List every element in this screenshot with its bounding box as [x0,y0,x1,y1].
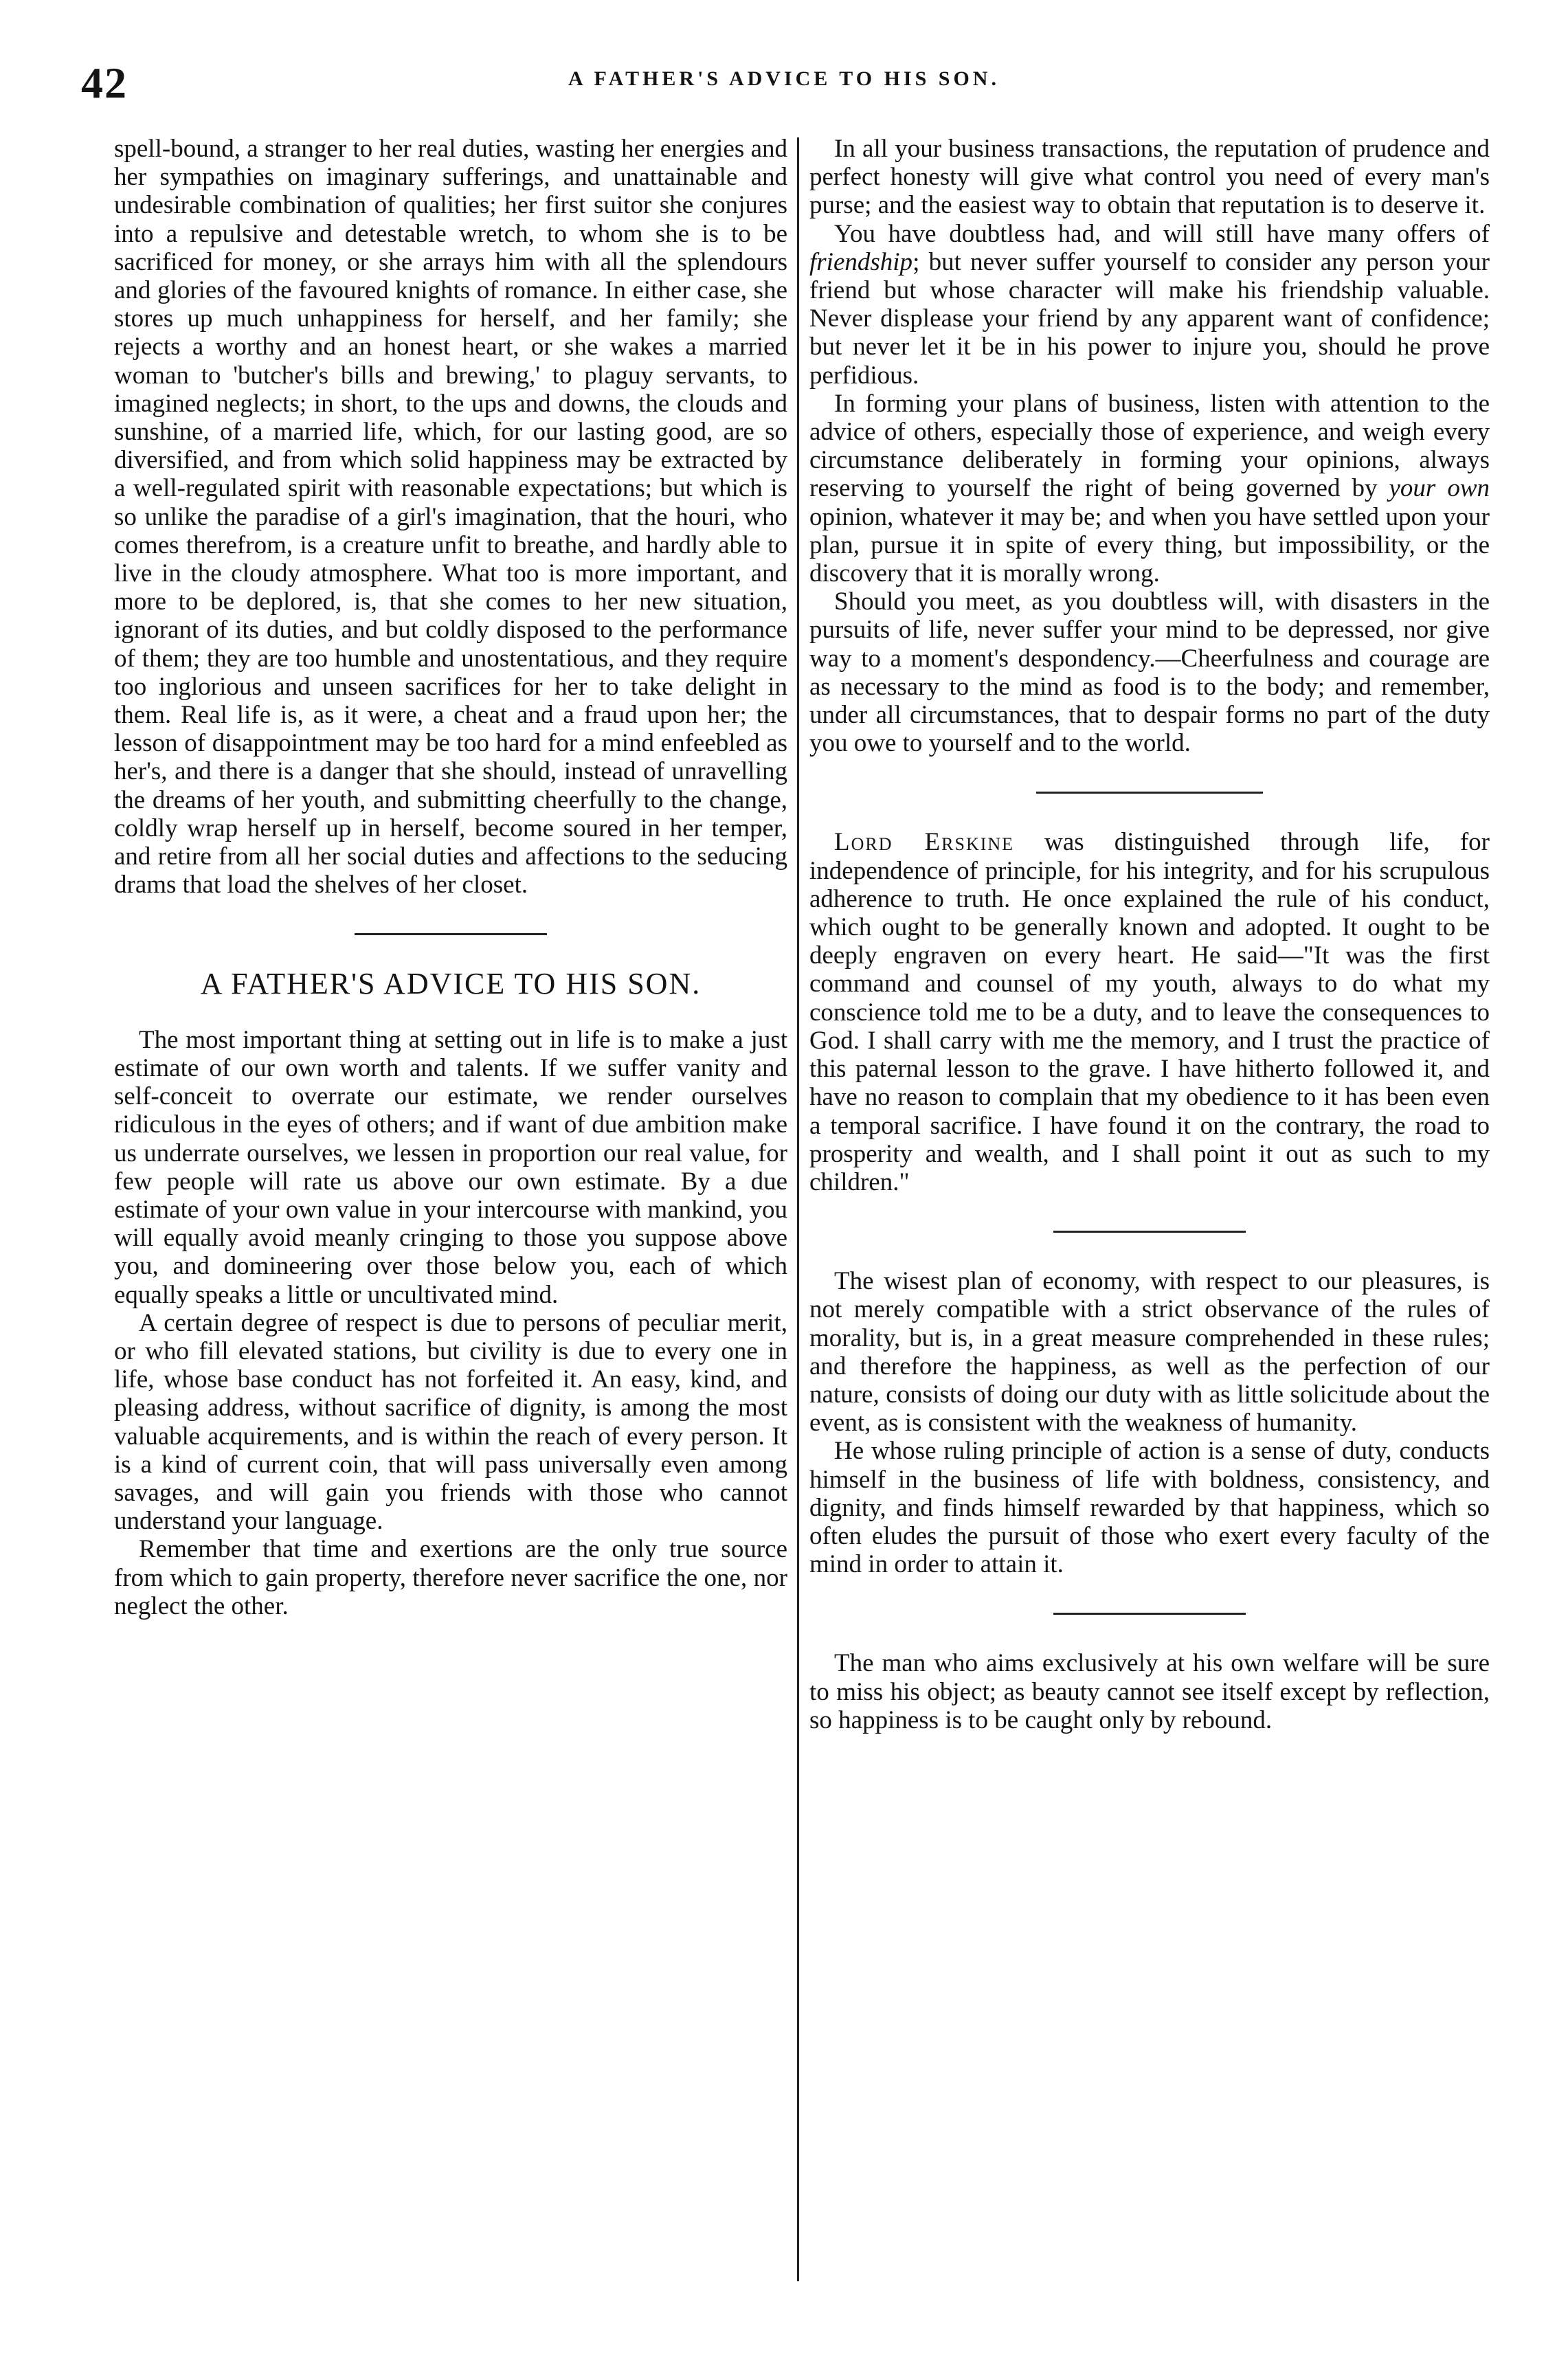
business-paragraph: In all your business transactions, the reputation of prudence and perfect honesty will give what control you need of every man's purse; and the easiest way to obtain that reputation is to deserve it. [809,135,1490,220]
section-divider [1053,1613,1246,1615]
erskine-name: Lord Erskine [834,828,1015,857]
advice-paragraph-1: The most important thing at setting out in life is to make a just estimate of our own worth and talents. If we suffer vanity and self-conceit to overrate our estimate, we render ourselves ridiculous in the eyes of others; and if want of due ambition make us underrate ourselves, we lessen in proportion our real value, for few people will rate us above our own estimate. By a due estimate of your own value in your intercourse with mankind, you will equally avoid meanly cringing to those you suppose above you, and domineering over those below you, each of which equally speaks a little or uncultivated mind. [114,1025,787,1309]
column-divider [797,137,799,2281]
section-divider [355,933,547,935]
running-head [0,58,1568,113]
advice-paragraph-2: A certain degree of respect is due to persons of peculiar merit, or who fill elevated stations, but civility is due to every one in life, whose base conduct has not forfeited it. An easy, kind, and pleasing address, without sacrifice of dignity, is among the most valuable acquirements, and is within the reach of every person. It is a kind of current coin, that will pass universally even among savages, and will gain you friends with those who cannot understand your language. [114,1308,787,1536]
section-divider [1053,1231,1246,1233]
erskine-paragraph: Lord Erskine was distinguished through life, for independence of principle, for his integrity, and for his scrupulous adherence to truth. He once explained the rule of his conduct, which ought to be generally known and adopted. It ought to be deeply engraven on every heart. He said—"It was the first command and counsel of my youth, always to do what my conscience told me to be a duty, and to leave the consequences to God. I shall carry with me the memory, and I trust the practice of this paternal lesson to the grave. I have hitherto followed it, and have no reason to complain that my obedience to it has been even a temporal sacrifice. I have found it on the contrary, the road to prosperity and wealth, and I shall point it out as such to my children." [809,828,1490,1196]
plans-paragraph: In forming your plans of business, listen with attention to the advice of others, especially those of experience, and weigh every circumstance deliberately in forming your opinions, always reserving to yourself the right of being governed by your own opinion, whatever it may be; and when you have settled upon your plan, pursue it in spite of every thing, but impossibility, or the discovery that it is morally wrong. [809,389,1490,588]
running-title: A FATHER'S ADVICE TO HIS SON. [568,67,1000,90]
section-title: A FATHER'S ADVICE TO HIS SON. [200,967,702,1001]
friendship-paragraph: You have doubtless had, and will still have many offers of friendship; but never suffer yourself to consider any person your friend but whose character will make his friendship valuable. Never displease your friend by any apparent want of confidence; but never let it be in his power to injure you, should he prove perfidious. [809,219,1490,390]
economy-paragraph-2: He whose ruling principle of action is a sense of duty, conducts himself in the business of life with boldness, consistency, and dignity, and finds himself rewarded by that happiness, which so often eludes the pursuit of those who exert every faculty of the mind in order to attain it. [809,1437,1490,1579]
section-divider [1036,792,1263,794]
italic-your-own: your own [1389,474,1490,503]
page-number: 42 [81,58,128,107]
italic-friendship: friendship [809,247,913,276]
economy-paragraph-1: The wisest plan of economy, with respect to our pleasures, is not merely compatible with a strict observance of the rules of morality, but is, in a great measure comprehended in these rules; and therefore the happiness, as well as the perfection of our nature, consists of doing our duty with as little solicitude about the event, as is consistent with the weakness of humanity. [809,1267,1490,1437]
left-column [114,135,787,2265]
disasters-paragraph: Should you meet, as you doubtless will, with disasters in the pursuits of life, never suffer your mind to be depressed, nor give way to a moment's despondency.—Cheerfulness and courage are as necessary to the mind as food is to the body; and remember, under all circumstances, that to despair forms no part of the duty you owe to yourself and to the world. [809,588,1490,758]
continued-paragraph: spell-bound, a stranger to her real duties, wasting her energies and her sympathies on imaginary sufferings, and unattainable and undesirable combination of qualities; her first suitor she conjures into a repulsive and detestable wretch, to whom she is to be sacrificed for money, or she arrays him with all the splendours and glories of the favoured knights of romance. In either case, she stores up much unhappiness for herself, and her family; she rejects a worthy and an honest heart, or she wakes a married woman to 'butcher's bills and brewing,' to plaguy servants, to imagined neglects; in short, to the ups and downs, the clouds and sunshine, of a married life, which, for our lasting good, are so diversified, and from which solid happiness may be extracted by a well-regulated spirit with reasonable expectations; but which is so unlike the paradise of a girl's imagination, that the houri, who comes therefrom, is a creature unfit to breathe, and hardly able to live in the cloudy atmosphere. What too is more important, and more to be deplored, is, that she comes to her new situation, ignorant of its duties, and but coldly disposed to the performance of them; they are too humble and unostentatious, and they require too inglorious and unseen sacrifices for her to take delight in them. Real life is, as it were, a cheat and a fraud upon her; the lesson of disappointment may be too hard for a mind enfeebled as her's, and there is a danger that she should, instead of unravelling the dreams of her youth, and submitting cheerfully to the change, coldly wrap herself up in herself, become soured in her temper, and retire from all her social duties and affections to the seducing drams that load the shelves of her closet. [114,135,787,899]
closing-paragraph: The man who aims exclusively at his own welfare will be sure to miss his object; as beauty cannot see itself except by reflection, so happiness is to be caught only by rebound. [809,1649,1490,1734]
right-column [809,135,1490,2265]
advice-paragraph-3: Remember that time and exertions are the only true source from which to gain property, therefore never sacrifice the one, nor neglect the other. [114,1535,787,1620]
